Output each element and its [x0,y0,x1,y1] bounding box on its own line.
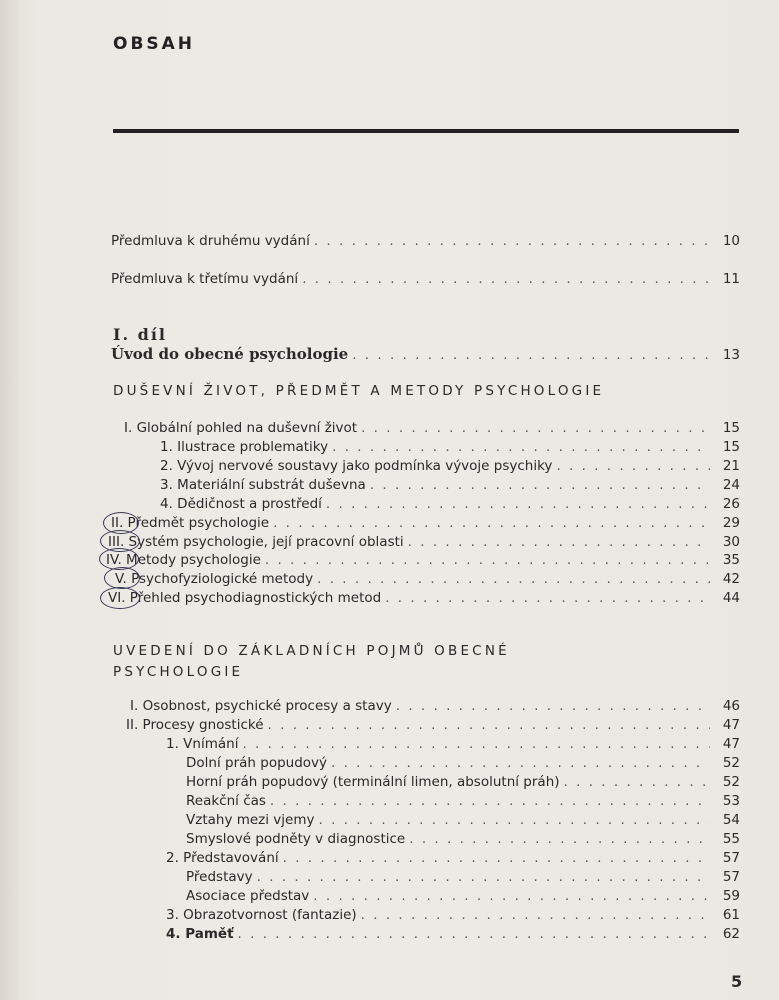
toc-entry-page: 47 [722,736,740,752]
toc-entry [106,552,740,570]
dot-leader [238,926,710,942]
toc-entry-label: V. Psychofyziologické metody [115,571,314,587]
toc-entry-label: 4. Paměť [166,926,234,942]
dot-leader [265,552,710,568]
toc-entry [166,850,740,868]
page-number: 5 [731,972,743,991]
toc-entry-page: 61 [722,907,740,923]
toc-entry [115,571,740,589]
toc-entry [186,831,740,849]
toc-entry [160,496,740,514]
dot-leader [257,869,710,885]
toc-entry [108,534,740,552]
dot-leader [268,717,710,733]
toc-entry-label: 2. Představování [166,850,279,866]
part-page: 13 [722,347,740,363]
dot-leader [317,571,710,587]
toc-entry [160,477,740,495]
dot-leader [564,774,710,790]
page-title: OBSAH [113,34,196,54]
toc-entry-page: 47 [722,717,740,733]
toc-entry [160,439,740,457]
toc-entry-page: 57 [722,869,740,885]
dot-leader [283,850,710,866]
toc-entry-label: Horní práh popudový (terminální limen, absolutní práh) [186,774,560,790]
dot-leader [556,458,710,474]
toc-entry-page: 24 [722,477,740,493]
toc-entry-label: 4. Dědičnost a prostředí [160,496,322,512]
dot-leader [302,271,710,287]
dot-leader [319,812,711,828]
dot-leader [270,793,710,809]
toc-entry-label: 1. Vnímání [166,736,239,752]
toc-entry [108,590,740,608]
dot-leader [385,590,710,606]
toc-entry-label: 3. Materiální substrát duševna [160,477,366,493]
toc-entry-label: IV. Metody psychologie [106,552,261,568]
part-label: I. díl [113,325,167,344]
toc-entry [186,888,740,906]
dot-leader [332,439,710,455]
dot-leader [408,534,710,550]
dot-leader [331,755,710,771]
toc-entry-page: 15 [722,439,740,455]
toc-entry [126,717,740,735]
toc-entry [186,869,740,887]
toc-entry-label: Smyslové podněty v diagnostice [186,831,406,847]
dot-leader [326,496,710,512]
toc-entry-page: 57 [722,850,740,866]
section-heading-line: UVEDENÍ DO ZÁKLADNÍCH POJMŮ OBECNÉ [113,643,510,659]
pen-circle-mark [104,567,140,589]
toc-entry-page: 30 [722,534,740,550]
heading-rule [113,129,739,133]
toc-entry-label: Předmluva k druhému vydání [111,233,310,249]
toc-entry [111,233,740,251]
toc-entry-label: Reakční čas [186,793,266,809]
toc-entry [160,458,740,476]
toc-entry-page: 44 [722,590,740,606]
toc-entry-label: Vztahy mezi vjemy [186,812,315,828]
toc-entry-label: I. Osobnost, psychické procesy a stavy [130,698,392,714]
toc-entry [166,926,740,944]
toc-entry [111,271,740,289]
toc-entry-page: 10 [722,233,740,249]
toc-entry-label: VI. Přehled psychodiagnostických metod [108,590,382,606]
toc-entry [186,755,740,773]
dot-leader [242,736,710,752]
dot-leader [361,420,710,436]
toc-entry-page: 15 [722,420,740,436]
section-heading-line: PSYCHOLOGIE [113,664,244,680]
dot-leader [314,233,710,249]
toc-entry-page: 35 [722,552,740,568]
toc-entry [186,774,740,792]
toc-entry-page: 55 [722,831,740,847]
toc-entry-page: 53 [722,793,740,809]
section-heading: DUŠEVNÍ ŽIVOT, PŘEDMĚT A METODY PSYCHOLOGIE [113,383,605,399]
toc-entry-page: 11 [722,271,740,287]
toc-entry-label: 2. Vývoj nervové soustavy jako podmínka vývoje psychiky [160,458,553,474]
toc-entry [111,515,740,533]
toc-entry [186,812,740,830]
dot-leader [409,831,710,847]
toc-entry-label: 3. Obrazotvornost (fantazie) [166,907,357,923]
toc-entry-page: 52 [722,755,740,771]
toc-entry-label: Dolní práh popudový [186,755,328,771]
dot-leader [313,888,710,904]
toc-entry-label: I. Globální pohled na duševní život [124,420,358,436]
toc-entry-label: Představy [186,869,253,885]
toc-entry-page: 29 [722,515,740,531]
toc-entry-label: III. Systém psychologie, její pracovní oblasti [108,534,404,550]
toc-entry-page: 52 [722,774,740,790]
dot-leader [273,515,710,531]
toc-entry-label: II. Procesy gnostické [126,717,264,733]
toc-entry-page: 54 [722,812,740,828]
toc-entry [166,736,740,754]
toc-entry-label: Asociace představ [186,888,310,904]
toc-entry-page: 42 [722,571,740,587]
toc-entry-label: Předmluva k třetímu vydání [111,271,299,287]
toc-entry-page: 26 [722,496,740,512]
toc-entry [166,907,740,925]
toc-entry [124,420,740,438]
dot-leader [370,477,710,493]
part-title-entry [111,345,740,365]
toc-entry [186,793,740,811]
part-title: Úvod do obecné psychologie [111,345,349,363]
dot-leader [352,347,710,363]
toc-entry-label: 1. Ilustrace problematiky [160,439,329,455]
toc-entry-label: II. Předmět psychologie [111,515,270,531]
toc-entry-page: 21 [722,458,740,474]
toc-entry-page: 59 [722,888,740,904]
toc-entry-page: 62 [722,926,740,942]
dot-leader [361,907,710,923]
toc-entry-page: 46 [722,698,740,714]
section-heading [113,641,510,683]
dot-leader [396,698,710,714]
toc-entry [130,698,740,716]
pen-circle-mark [100,587,140,609]
